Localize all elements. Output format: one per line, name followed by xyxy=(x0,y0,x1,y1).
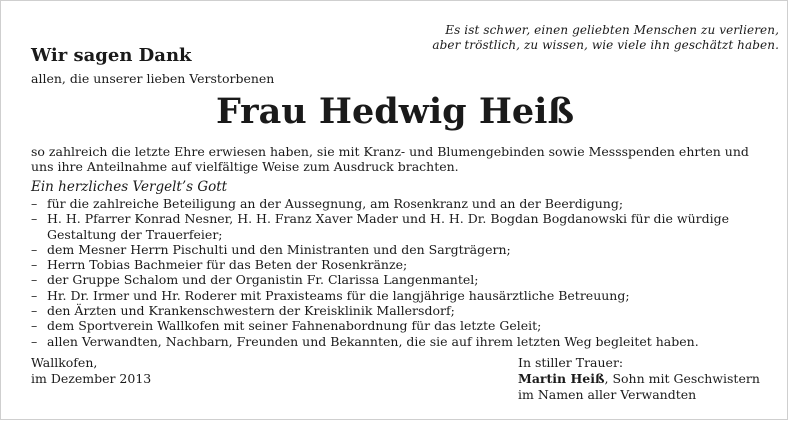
dash-bullet: – xyxy=(31,333,38,349)
list-item-text: für die zahlreiche Beteiligung an der Aussegnung, am Rosenkranz und an der Beerdigung; xyxy=(47,196,624,211)
place-line: Wallkofen, xyxy=(31,355,98,370)
dash-bullet: – xyxy=(31,211,38,227)
deceased-name: Frau Hedwig Heiß xyxy=(215,91,575,132)
list-item xyxy=(31,288,771,303)
relatives-line: im Namen aller Verwandten xyxy=(518,387,697,402)
date-line: im Dezember 2013 xyxy=(31,371,152,386)
list-item xyxy=(31,318,771,333)
list-item xyxy=(31,242,771,257)
quote-block xyxy=(419,23,779,53)
list-item xyxy=(31,303,771,318)
thanks-heading: Wir sagen Dank xyxy=(31,45,192,66)
dash-bullet: – xyxy=(31,257,38,273)
list-item xyxy=(31,211,771,242)
mourner-name: Martin Heiß xyxy=(518,371,605,386)
quote-line-2: aber tröstlich, zu wissen, wie viele ihn geschätzt haben. xyxy=(432,38,779,52)
quote-line-1: Es ist schwer, einen geliebten Menschen zu verlieren, xyxy=(445,23,779,37)
place-date xyxy=(31,355,151,387)
dash-bullet: – xyxy=(31,287,38,303)
dash-bullet: – xyxy=(31,318,38,334)
list-item-text: den Ärzten und Krankenschwestern der Kreisklinik Mallersdorf; xyxy=(47,303,455,319)
dash-bullet: – xyxy=(31,272,38,288)
list-item-text: Hr. Dr. Irmer und Hr. Roderer mit Praxisteams für die langjährige hausärztliche Betreuung; xyxy=(47,287,630,303)
dash-bullet: – xyxy=(31,303,38,319)
mourning-label: In stiller Trauer: xyxy=(518,355,624,370)
dash-bullet: – xyxy=(31,241,38,257)
vergelt-heading: Ein herzliches Vergelt’s Gott xyxy=(31,179,228,195)
list-item-text: Herrn Tobias Bachmeier für das Beten der Rosenkränze; xyxy=(47,257,408,273)
mourner-relation: , Sohn mit Geschwistern xyxy=(604,371,760,386)
mourner-line xyxy=(518,371,760,387)
list-item xyxy=(31,257,771,272)
list-item xyxy=(31,196,771,211)
list-item-text: H. H. Pfarrer Konrad Nesner, H. H. Franz Xaver Mader und H. H. Dr. Bogdan Bogdanowski für die würdige Gestaltung der Trauerfeier; xyxy=(47,211,730,242)
dash-bullet: – xyxy=(31,196,38,211)
subline: allen, die unserer lieben Verstorbenen xyxy=(31,71,275,86)
list-item-text: der Gruppe Schalom und der Organistin Fr. Clarissa Langenmantel; xyxy=(47,272,479,288)
list-item-text: dem Sportverein Wallkofen mit seiner Fahnenabordnung für das letzte Geleit; xyxy=(47,318,542,334)
intro-paragraph: so zahlreich die letzte Ehre erwiesen haben, sie mit Kranz- und Blumengebinden sowie Messspenden ehrten und uns ihre Anteilnahme auf vielfältige Weise zum Ausdruck brachten. xyxy=(31,144,749,174)
thanks-list xyxy=(31,196,771,349)
list-item xyxy=(31,334,771,349)
list-item-text: allen Verwandten, Nachbarn, Freunden und Bekannten, die sie auf ihrem letzten Weg begleitet haben. xyxy=(47,333,699,349)
list-item-text: dem Mesner Herrn Pischulti und den Ministranten und den Sargträgern; xyxy=(47,241,511,257)
list-item xyxy=(31,272,771,287)
mourning-signature xyxy=(518,355,760,403)
